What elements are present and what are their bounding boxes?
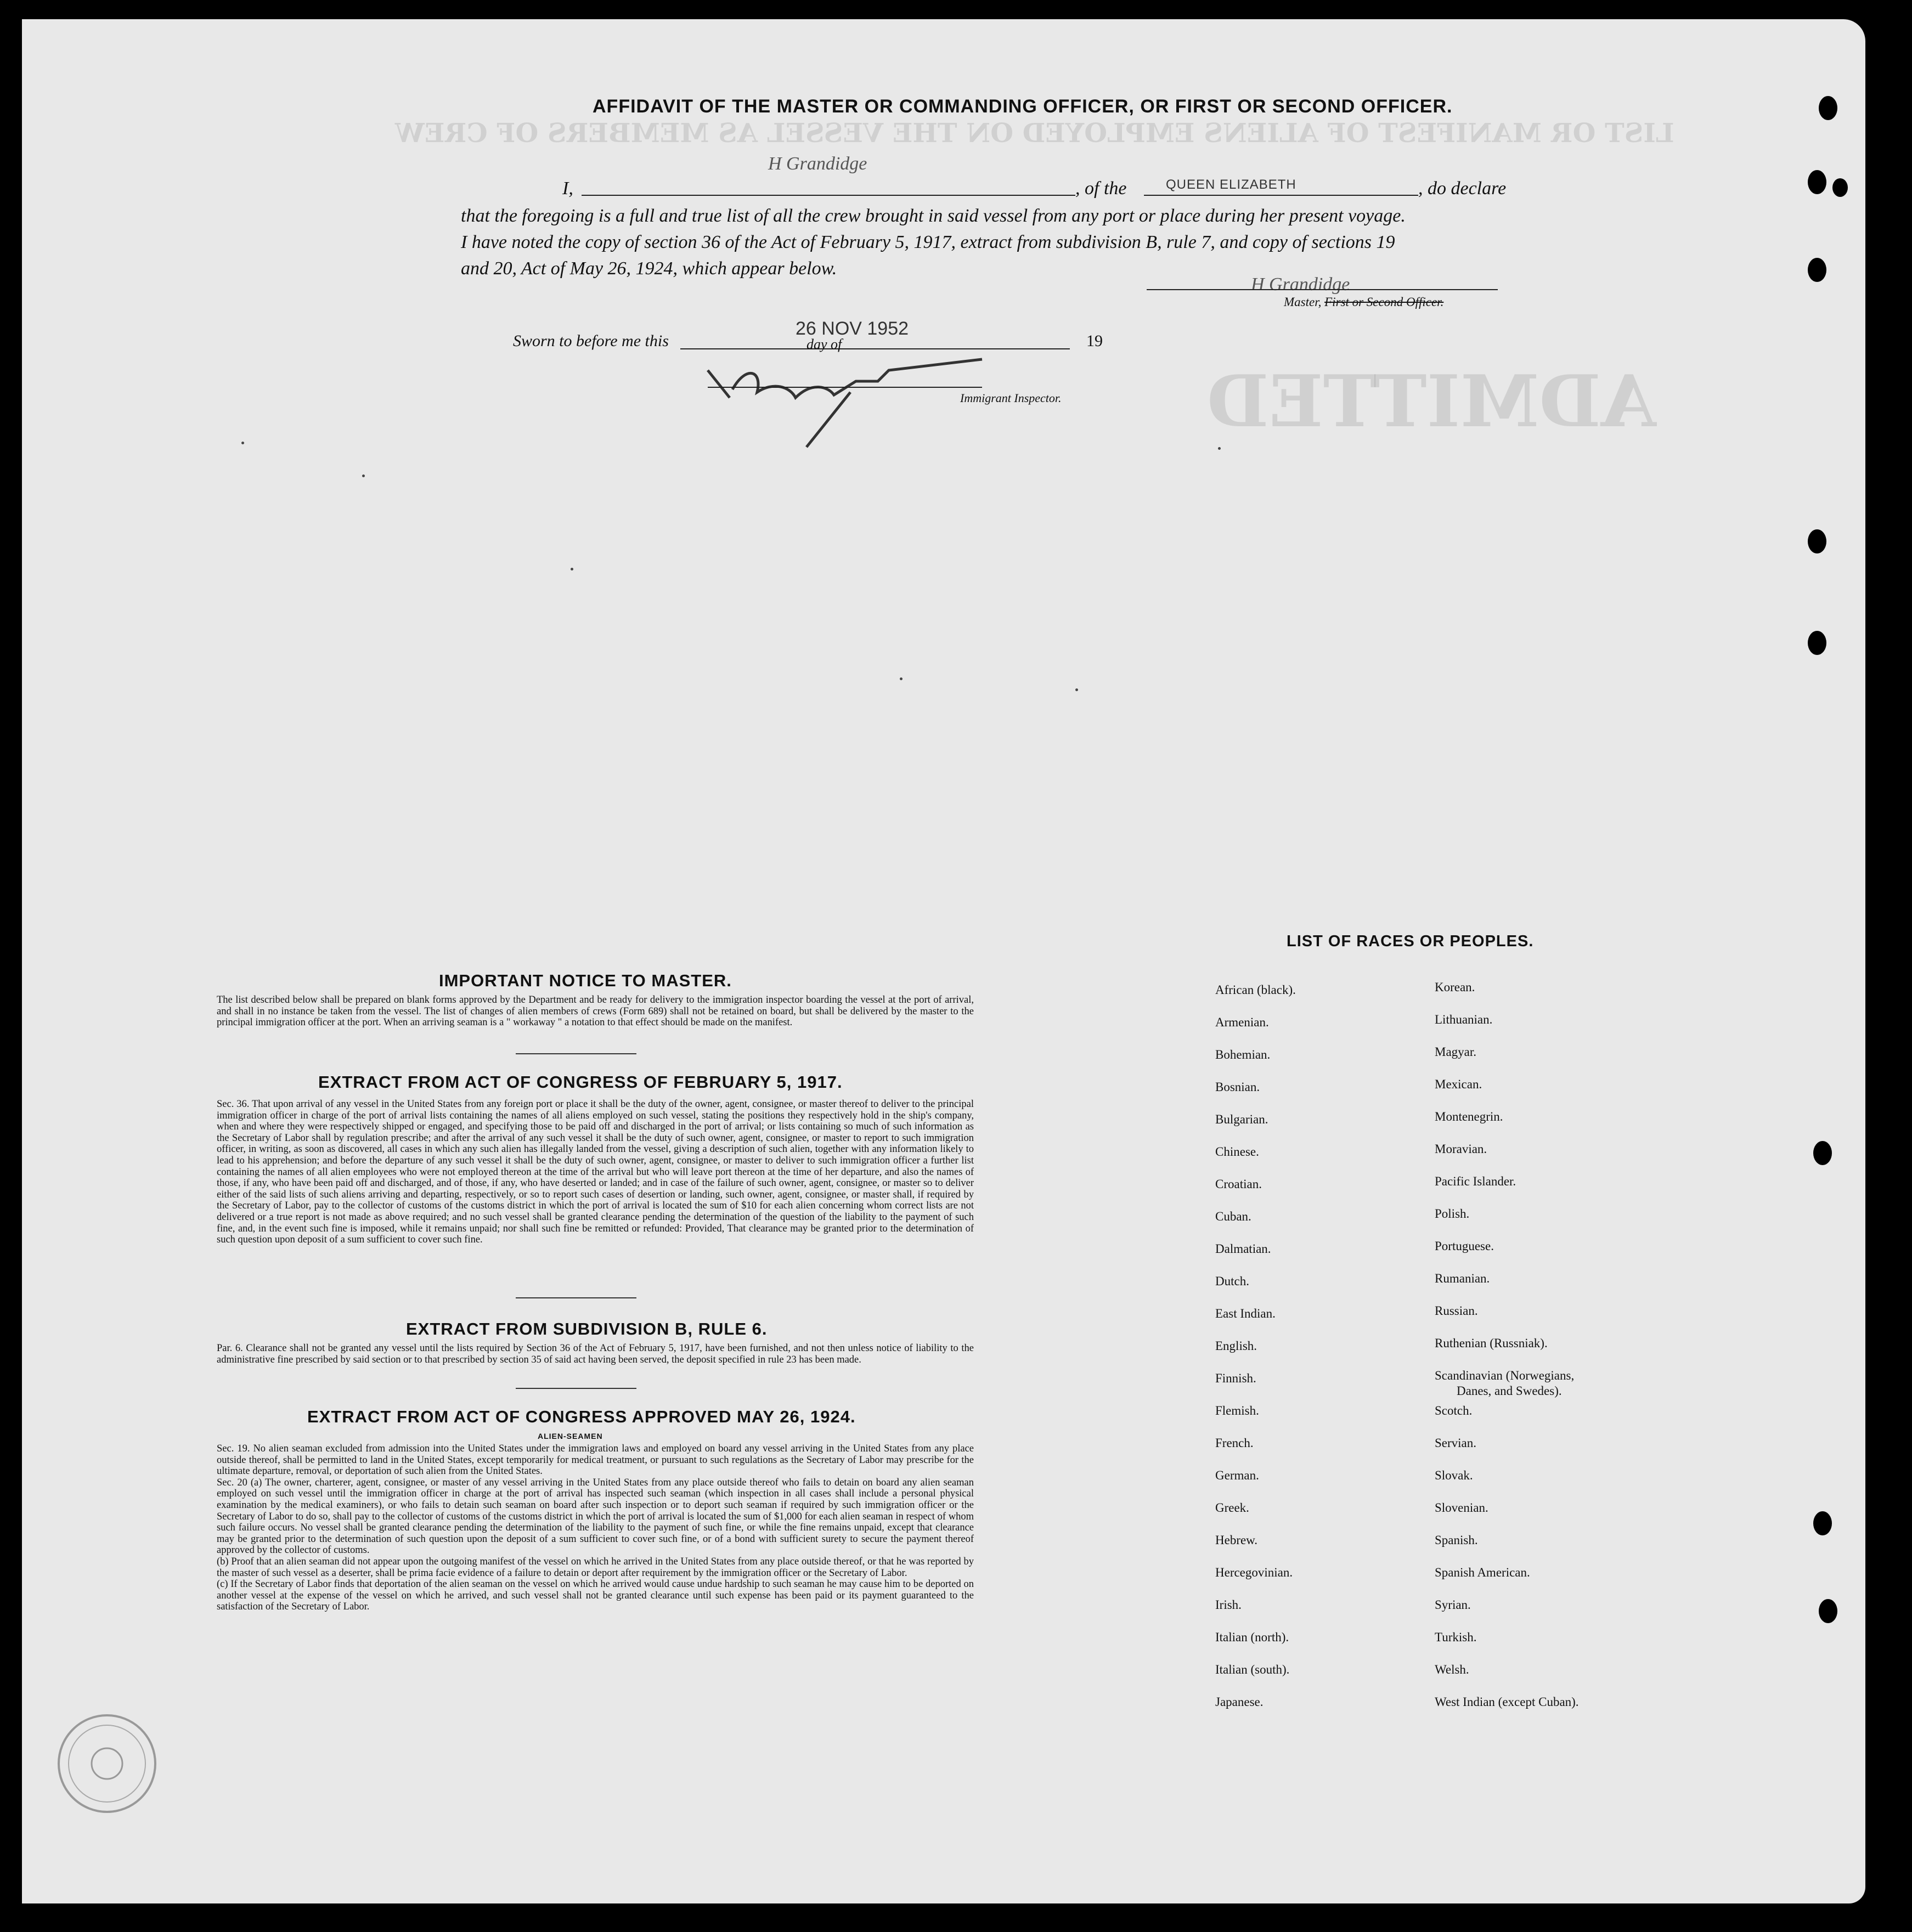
- speck: [241, 442, 244, 444]
- inspector-signature-scrawl: [697, 348, 1004, 453]
- race-item: Chinese.: [1215, 1145, 1259, 1159]
- document-page: [22, 19, 1865, 1903]
- extract-rule-text: [217, 1343, 974, 1365]
- race-item: English.: [1215, 1339, 1257, 1353]
- affidavit-title: AFFIDAVIT OF THE MASTER OR COMMANDING OFFICER, OR FIRST OR SECOND OFFICER.: [593, 96, 1453, 117]
- affidavit-line3: I have noted the copy of section 36 of the Act of February 5, 1917, extract from subdivision B, rule 7, and copy of sections 19: [461, 232, 1395, 252]
- race-item: Slovak.: [1435, 1468, 1473, 1482]
- extract-1917-text: [217, 1099, 974, 1246]
- race-item: Korean.: [1435, 980, 1475, 994]
- race-item: Scandinavian (Norwegians,: [1435, 1369, 1575, 1382]
- race-item: German.: [1215, 1468, 1259, 1482]
- race-item: Russian.: [1435, 1304, 1478, 1318]
- notice-title: IMPORTANT NOTICE TO MASTER.: [439, 971, 732, 990]
- sec-36-paragraph: Sec. 36. That upon arrival of any vessel in the United States from any foreign port or place it shall be the duty of the owner, agent, consignee, or master thereof to deliver to the principal immigration officer in charge of the port of arrival lists containing the names of all aliens employed on such vessel, stating the positions they respectively hold in the ship's company, when and where they were respectively shipped or engaged, and specifying those to be paid off and discharged in the port of arrival; or lists containing so much of such information as the Secretary of Labor shall by regulation prescribe; and after the arrival of any such vessel it shall be the duty of such owner, agent, consignee, or master to report to such immigration officer, in writing, as soon as discovered, all cases in which any such alien has illegally landed from the vessel, giving a description of such alien, together with any information likely to lead to his apprehension; and before the departure of any such vessel it shall be the duty of such owner, agent, consignee, or master to deliver to such immigration officer a further list containing the names of all alien employees who were not employed thereon at the time of the arrival but who will leave port thereon at the time of her departure, and also the names of those, if any, who have been paid off and discharged, and of those, if any, who have deserted or landed; and in case of the failure of such owner, agent, consignee, or master so to deliver either of the said lists of such aliens arriving and departing, respectively, or so to report such cases of desertion or landing, such owner, agent, consignee, or master shall, if required by the Secretary of Labor, pay to the collector of customs of the customs district in which the port of arrival is located the sum of $10 for each alien concerning whom correct lists are not delivered or a true report is not made as above required; and no such vessel shall be granted clearance pending the determination of the question of the liability to the payment of such fine, and, in the event such fine is imposed, while it remains unpaid; nor shall such fine be remitted or refunded: Provided, That clearance may be granted prior to the determination of such question upon deposit of a sum sufficient to cover such fine.: [217, 1099, 974, 1246]
- sec-20a-paragraph: Sec. 20 (a) The owner, charterer, agent, consignee, or master of any vessel arriving in the United States from any place outside thereof who fails to detain on board any alien seaman employed on such vessel until the immigration officer in charge at the port of arrival has inspected such seaman (which inspection in all cases shall include a personal physical examination by the medical examiners), or who fails to detain such seaman on board after such inspection or to deport such seaman if required by such immigration officer or the Secretary of Labor to do so, shall pay to the collector of customs of the customs district in which the port of arrival is located the sum of $1,000 for each alien seaman in respect of whom such failure occurs. No vessel shall be granted clearance pending the determination of the liability to the payment of such fine, or while the fine remains unpaid, except that clearance may be granted prior to the determination of such question upon the deposit of a sum sufficient to cover such fine, or of a bond with sufficient surety to secure the payment thereof approved by the collector of customs.: [217, 1477, 974, 1556]
- race-item: Polish.: [1435, 1207, 1470, 1221]
- race-item: Mexican.: [1435, 1077, 1482, 1091]
- inspector-label: Immigrant Inspector.: [960, 391, 1062, 405]
- affidavit-of-the: , of the: [1075, 178, 1127, 199]
- master-label: [1284, 295, 1443, 309]
- race-item: African (black).: [1215, 983, 1296, 997]
- race-item: Flemish.: [1215, 1404, 1259, 1417]
- race-item: Pacific Islander.: [1435, 1174, 1516, 1188]
- punch-hole: [1808, 631, 1826, 655]
- punch-hole: [1819, 96, 1837, 120]
- affidavit-declare: , do declare: [1418, 178, 1507, 199]
- race-item: French.: [1215, 1436, 1254, 1450]
- race-item: Dalmatian.: [1215, 1242, 1271, 1256]
- speck: [1218, 447, 1221, 450]
- master-title: Master,: [1284, 295, 1322, 309]
- race-item: East Indian.: [1215, 1307, 1276, 1320]
- race-item: Armenian.: [1215, 1015, 1269, 1029]
- race-item: Hebrew.: [1215, 1533, 1258, 1547]
- speck: [362, 474, 365, 477]
- divider: [516, 1297, 636, 1298]
- vessel-name: QUEEN ELIZABETH: [1166, 177, 1296, 192]
- race-item: Italian (south).: [1215, 1663, 1290, 1676]
- race-item-continuation: Danes, and Swedes).: [1457, 1384, 1562, 1398]
- race-item: Spanish.: [1435, 1533, 1478, 1547]
- bleed-through-header: LIST OR MANIFEST OF ALIENS EMPLOYED ON THE VESSEL AS MEMBERS OF CREW: [395, 118, 1674, 149]
- notice-text: [217, 995, 974, 1029]
- punch-hole: [1813, 1141, 1832, 1165]
- race-item: Turkish.: [1435, 1630, 1477, 1644]
- race-item: Magyar.: [1435, 1045, 1477, 1059]
- year-prefix: 19: [1086, 332, 1103, 350]
- sec-19-paragraph: Sec. 19. No alien seaman excluded from admission into the United States under the immigration laws and employed on board any vessel arriving in the United States from any place outside thereof, shall be permitted to land in the United States, except temporarily for medical treatment, or pursuant to such regulations as the Secretary of Labor may prescribe for the ultimate departure, removal, or deportation of such alien from the United States.: [217, 1443, 974, 1477]
- race-item: Welsh.: [1435, 1663, 1469, 1676]
- race-item: Slovenian.: [1435, 1501, 1488, 1515]
- extract-1924-title: EXTRACT FROM ACT OF CONGRESS APPROVED MAY 26, 1924.: [307, 1407, 856, 1426]
- punch-hole: [1808, 170, 1826, 194]
- race-item: Lithuanian.: [1435, 1013, 1493, 1026]
- vessel-line: [1144, 195, 1418, 196]
- punch-hole: [1808, 258, 1826, 282]
- race-item: Spanish American.: [1435, 1566, 1530, 1579]
- race-item: West Indian (except Cuban).: [1435, 1695, 1579, 1709]
- race-item: Bohemian.: [1215, 1048, 1271, 1061]
- affidavit-line2: that the foregoing is a full and true list of all the crew brought in said vessel from any port or place during her present voyage.: [461, 206, 1406, 226]
- name-line: [582, 195, 1075, 196]
- inspector-line: [708, 387, 982, 388]
- race-item: Portuguese.: [1435, 1239, 1494, 1253]
- bleed-through-stamp: ADMITTED: [1207, 359, 1656, 443]
- race-item: Montenegrin.: [1435, 1110, 1503, 1123]
- master-line: [1147, 289, 1498, 290]
- sworn-label: Sworn to before me this: [513, 332, 669, 350]
- extract-1924-text: [217, 1443, 974, 1613]
- race-item: Syrian.: [1435, 1598, 1471, 1612]
- struck-officer-title: First or Second Officer.: [1324, 295, 1444, 309]
- extract-rule-title: EXTRACT FROM SUBDIVISION B, RULE 6.: [406, 1319, 768, 1338]
- race-item: Croatian.: [1215, 1177, 1262, 1191]
- sec-20b-paragraph: (b) Proof that an alien seaman did not appear upon the outgoing manifest of the vessel on which he arrived in the United States from any place outside thereof, or that he was reported by the master of such vessel as a deserter, shall be prima facie evidence of a failure to detain or deport after requirement by the immigration officer or the Secretary of Labor.: [217, 1556, 974, 1579]
- punch-hole: [1832, 178, 1848, 197]
- speck: [900, 677, 903, 680]
- race-item: Rumanian.: [1435, 1272, 1490, 1285]
- race-item: Moravian.: [1435, 1142, 1487, 1156]
- race-item: Bosnian.: [1215, 1080, 1260, 1094]
- race-item: Italian (north).: [1215, 1630, 1289, 1644]
- divider: [516, 1053, 636, 1054]
- race-item: Finnish.: [1215, 1371, 1256, 1385]
- race-item: Greek.: [1215, 1501, 1249, 1515]
- alien-seamen-subtitle: ALIEN-SEAMEN: [538, 1432, 603, 1440]
- embossed-seal: [52, 1709, 162, 1818]
- speck: [1075, 688, 1078, 691]
- master-signature: H Grandidge: [1251, 274, 1350, 295]
- race-item: Hercegovinian.: [1215, 1566, 1293, 1579]
- affidavit-line4: and 20, Act of May 26, 1924, which appear below.: [461, 258, 837, 279]
- punch-hole: [1808, 529, 1826, 553]
- par-6-paragraph: Par. 6. Clearance shall not be granted any vessel until the lists required by Section 36 of the Act of February 5, 1917, have been furnished, and not then unless notice of liability to the administrative fine prescribed by said section or to that prescribed by section 35 of said act having been served, the deposit specified in rule 23 has been made.: [217, 1343, 974, 1365]
- officer-signature: H Grandidge: [768, 154, 867, 174]
- race-item: Japanese.: [1215, 1695, 1264, 1709]
- day-of-label: day of: [806, 336, 842, 352]
- date-stamp: 26 NOV 1952: [796, 318, 909, 339]
- extract-1917-title: EXTRACT FROM ACT OF CONGRESS OF FEBRUARY 5, 1917.: [318, 1072, 843, 1092]
- notice-paragraph: The list described below shall be prepared on blank forms approved by the Department and be ready for delivery to the immigration inspector boarding the vessel at the port of arrival, and shall in no instance be taken from the vessel. The list of changes of alien members of crews (Form 689) shall not be retained on board, but shall be delivered by the master to the principal immigration officer at the port. When an arriving seaman is a " workaway " a notation to that effect should be made on the manifest.: [217, 995, 974, 1029]
- divider: [516, 1388, 636, 1389]
- race-item: Bulgarian.: [1215, 1112, 1268, 1126]
- race-item: Irish.: [1215, 1598, 1242, 1612]
- race-item: Ruthenian (Russniak).: [1435, 1336, 1548, 1350]
- speck: [571, 568, 573, 570]
- affidavit-i: I,: [562, 178, 573, 199]
- races-title: LIST OF RACES OR PEOPLES.: [1287, 933, 1534, 950]
- race-item: Dutch.: [1215, 1274, 1249, 1288]
- punch-hole: [1813, 1511, 1832, 1535]
- race-item: Scotch.: [1435, 1404, 1473, 1417]
- race-item: Cuban.: [1215, 1210, 1251, 1223]
- punch-hole: [1819, 1599, 1837, 1623]
- sec-20c-paragraph: (c) If the Secretary of Labor finds that deportation of the alien seaman on the vessel on which he arrived would cause undue hardship to such seaman he may cause him to be deported on another vessel at the expense of the vessel on which he arrived, and such vessel shall not be granted clearance until such expense has been paid or its payment guaranteed to the satisfaction of the Secretary of Labor.: [217, 1579, 974, 1613]
- race-item: Servian.: [1435, 1436, 1477, 1450]
